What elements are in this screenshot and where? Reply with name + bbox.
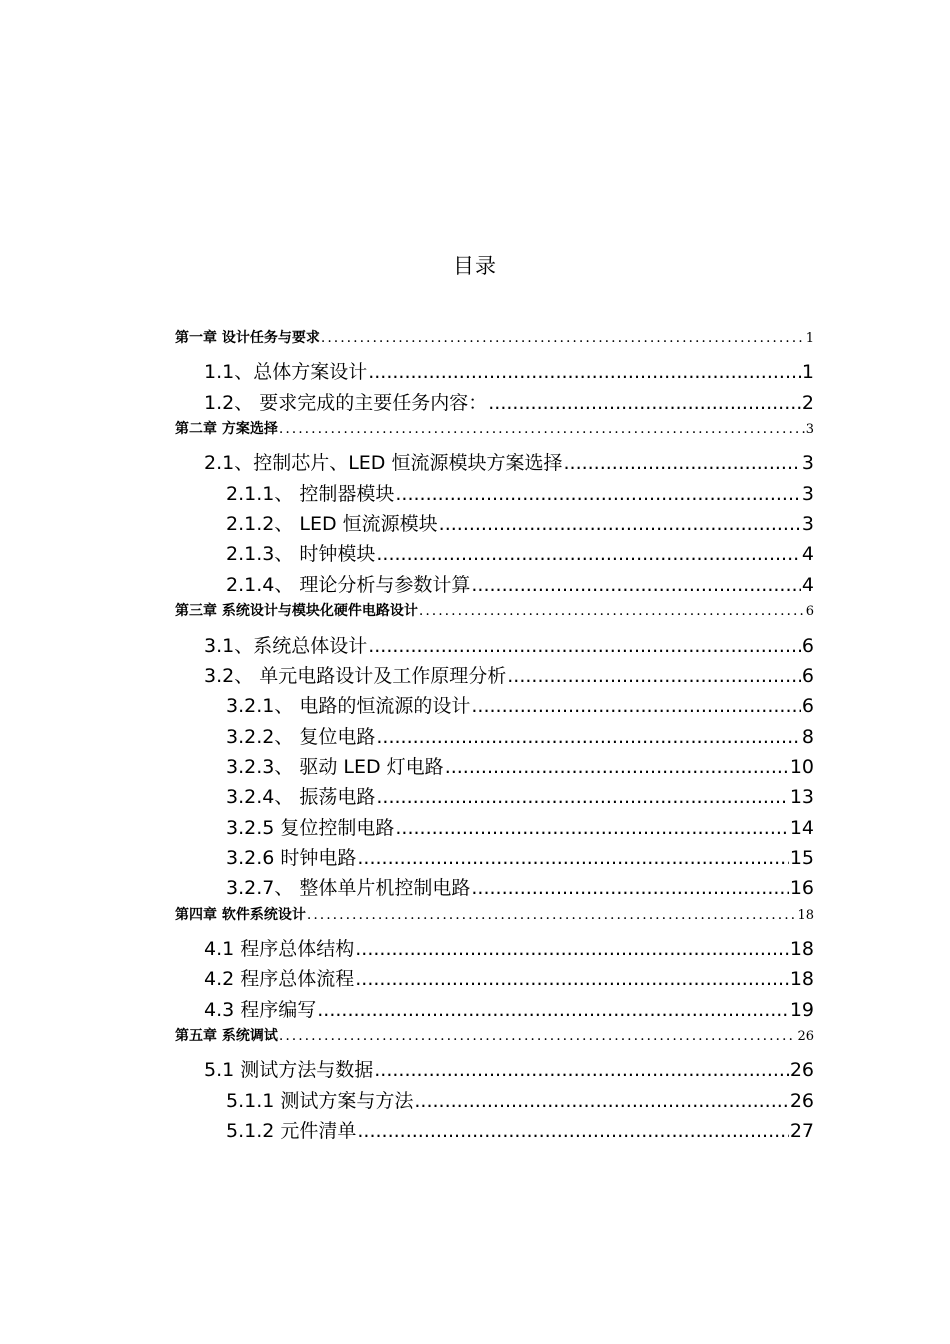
toc-page-number: 6 (801, 634, 814, 657)
toc-section-entry[interactable] (204, 995, 814, 1022)
toc-section-entry[interactable] (226, 752, 814, 779)
toc-section-entry[interactable] (204, 964, 814, 991)
toc-dot-leader (445, 756, 789, 778)
toc-dot-leader (507, 665, 801, 687)
toc-dot-leader (374, 1059, 789, 1081)
toc-section-entry[interactable] (226, 1116, 814, 1143)
toc-page-number: 2 (801, 391, 814, 414)
toc-page-number: 26 (789, 1059, 814, 1082)
toc-entry-title: 2.1、控制芯片、LED 恒流源模块方案选择 (204, 452, 563, 475)
toc-entry-title: 4.3 程序编写 (204, 998, 317, 1021)
toc-page-number: 6 (805, 604, 814, 620)
toc-dot-leader (279, 421, 805, 437)
toc-section-entry[interactable] (204, 934, 814, 961)
toc-section-entry[interactable] (204, 357, 814, 384)
toc-chapter-entry[interactable] (175, 327, 814, 347)
toc-section-entry[interactable] (204, 1055, 814, 1082)
toc-page-number: 1 (805, 331, 814, 346)
toc-section-entry[interactable] (204, 388, 814, 415)
toc-dot-leader (355, 938, 789, 960)
toc-page-number: 27 (789, 1120, 814, 1143)
toc-dot-leader (279, 1028, 797, 1044)
toc-entry-title: 3.2.5 复位控制电路 (226, 816, 395, 839)
toc-entry-title: 1.2、 要求完成的主要任务内容： (204, 391, 488, 414)
toc-dot-leader (471, 574, 801, 596)
toc-section-entry[interactable] (204, 631, 814, 658)
toc-dot-leader (414, 1090, 788, 1112)
toc-section-entry[interactable] (204, 448, 814, 475)
toc-entry-title: 2.1.2、 LED 恒流源模块 (226, 513, 438, 536)
toc-chapter-entry[interactable] (175, 600, 814, 620)
toc-dot-leader (488, 392, 801, 414)
toc-dot-leader (368, 635, 801, 657)
toc-dot-leader (307, 907, 797, 923)
toc-page-number: 19 (789, 998, 814, 1021)
toc-chapter-entry[interactable] (175, 1025, 814, 1045)
toc-entry-title: 3.2.3、 驱动 LED 灯电路 (226, 755, 444, 778)
toc-page-number: 15 (789, 846, 814, 869)
toc-section-entry[interactable] (226, 722, 814, 749)
toc-page-number: 26 (797, 1029, 814, 1045)
toc-entry-title: 第四章 软件系统设计 (175, 906, 306, 923)
toc-dot-leader (376, 726, 801, 748)
toc-page-number: 6 (801, 664, 814, 687)
toc-page-number: 4 (801, 543, 814, 566)
toc-section-entry[interactable] (226, 843, 814, 870)
toc-section-entry[interactable] (226, 1086, 814, 1113)
toc-page-number: 18 (789, 968, 814, 991)
toc-entry-title: 3.2.2、 复位电路 (226, 725, 376, 748)
toc-entry-title: 第五章 系统调试 (175, 1028, 278, 1045)
toc-entry-title: 3.2.4、 振荡电路 (226, 786, 376, 809)
toc-page-number: 14 (789, 816, 814, 839)
toc-dot-leader (376, 786, 788, 808)
toc-dot-leader (471, 695, 801, 717)
toc-dot-leader (439, 513, 801, 535)
toc-entry-title: 4.2 程序总体流程 (204, 968, 355, 991)
toc-dot-leader (368, 361, 801, 383)
toc-entry-title: 1.1、总体方案设计 (204, 361, 368, 384)
toc-page-number: 26 (789, 1089, 814, 1112)
toc-section-entry[interactable] (226, 479, 814, 506)
toc-chapter-entry[interactable] (175, 904, 814, 924)
toc-page-number: 3 (805, 422, 814, 438)
toc-entry-title: 5.1 测试方法与数据 (204, 1059, 374, 1082)
toc-dot-leader (471, 877, 788, 899)
toc-entry-title: 第三章 系统设计与模块化硬件电路设计 (175, 603, 418, 620)
toc-entry-title: 4.1 程序总体结构 (204, 938, 355, 960)
toc-entry-title: 3.2.1、 电路的恒流源的设计 (226, 695, 471, 718)
toc-entry-title: 第二章 方案选择 (175, 421, 278, 438)
toc-dot-leader (357, 847, 788, 869)
toc-entry-title: 2.1.3、 时钟模块 (226, 543, 376, 566)
toc-page-number: 13 (789, 786, 814, 809)
toc-section-entry[interactable] (226, 570, 814, 597)
toc-dot-leader (563, 452, 800, 474)
toc-page-number: 18 (789, 938, 814, 960)
toc-page-number: 3 (801, 513, 814, 536)
toc-page-number: 3 (801, 452, 814, 475)
toc-dot-leader (395, 483, 801, 505)
toc-page-number: 8 (801, 725, 814, 748)
toc-dot-leader (419, 603, 805, 619)
toc-section-entry[interactable] (226, 813, 814, 840)
toc-entry-title: 5.1.2 元件清单 (226, 1120, 357, 1143)
toc-entry-title: 2.1.1、 控制器模块 (226, 482, 395, 505)
toc-section-entry[interactable] (226, 539, 814, 566)
toc-page-number: 16 (789, 877, 814, 900)
toc-entry-title: 3.2.6 时钟电路 (226, 846, 357, 869)
toc-section-entry[interactable] (226, 873, 814, 900)
toc-section-entry[interactable] (204, 661, 814, 688)
toc-dot-leader (395, 817, 788, 839)
toc-entry-title: 5.1.1 测试方案与方法 (226, 1089, 414, 1112)
toc-entry-title: 3.2.7、 整体单片机控制电路 (226, 877, 471, 900)
toc-page-number: 10 (789, 755, 814, 778)
toc-entry-title: 3.2、 单元电路设计及工作原理分析 (204, 664, 507, 687)
toc-page-number: 6 (801, 695, 814, 718)
toc-dot-leader (321, 330, 805, 346)
toc-dot-leader (357, 1120, 788, 1142)
toc-page-number: 3 (801, 482, 814, 505)
toc-entry-title: 3.1、系统总体设计 (204, 634, 368, 657)
toc-section-entry[interactable] (226, 782, 814, 809)
toc-title: 目录 (453, 254, 497, 278)
toc-page-number: 4 (801, 573, 814, 596)
toc-dot-leader (376, 543, 801, 565)
toc-page-number: 1 (801, 361, 814, 384)
toc-section-entry[interactable] (226, 509, 814, 536)
toc-entry-title: 2.1.4、 理论分析与参数计算 (226, 573, 471, 596)
toc-entry-title: 第一章 设计任务与要求 (175, 330, 320, 346)
toc-dot-leader (355, 968, 789, 990)
toc-chapter-entry[interactable] (175, 418, 814, 438)
toc-dot-leader (317, 999, 789, 1021)
toc-section-entry[interactable] (226, 691, 814, 718)
toc-page-number: 18 (797, 907, 814, 923)
